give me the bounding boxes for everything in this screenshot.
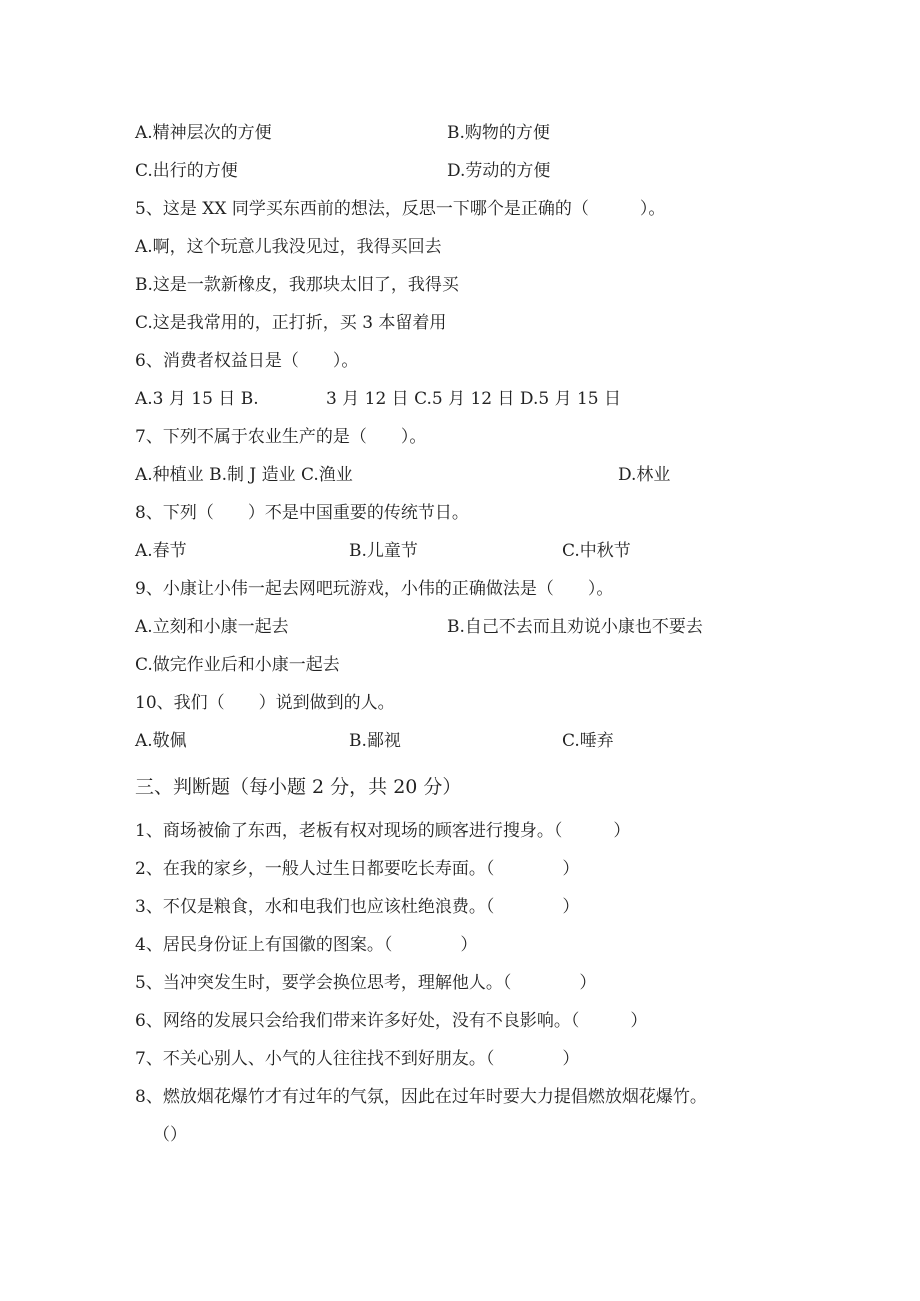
q4-option-c: C.出行的方便 — [135, 161, 238, 181]
judge-item-7: 7、不关心别人、小气的人往往找不到好朋友。（ ） — [135, 1049, 580, 1069]
judge-item-4: 4、居民身份证上有国徽的图案。（ ） — [135, 935, 478, 955]
q10-option-a: A.敬佩 — [135, 731, 187, 751]
q9-option-b: B.自己不去而且劝说小康也不要去 — [447, 617, 703, 637]
q7-options-abc: A.种植业 B.制 J 造业 C.渔业 — [135, 465, 353, 485]
q6-stem: 6、消费者权益日是（ ）。 — [135, 351, 359, 371]
q10-option-b: B.鄙视 — [349, 731, 401, 751]
q9-stem: 9、小康让小伟一起去网吧玩游戏，小伟的正确做法是（ ）。 — [135, 579, 614, 599]
q5-option-b: B.这是一款新橡皮，我那块太旧了，我得买 — [135, 275, 459, 295]
q8-option-a: A.春节 — [135, 541, 187, 561]
q7-option-d: D.林业 — [618, 465, 671, 485]
q5-option-a: A.啊，这个玩意儿我没见过，我得买回去 — [135, 237, 442, 257]
judge-item-1: 1、商场被偷了东西，老板有权对现场的顾客进行搜身。（ ） — [135, 821, 631, 841]
section-3-title: 三、判断题（每小题 2 分，共 20 分） — [135, 776, 462, 798]
judge-item-2: 2、在我的家乡，一般人过生日都要吃长寿面。（ ） — [135, 859, 580, 879]
q8-option-c: C.中秋节 — [562, 541, 631, 561]
q4-option-d: D.劳动的方便 — [447, 161, 551, 181]
q9-option-a: A.立刻和小康一起去 — [135, 617, 289, 637]
q10-stem: 10、我们（ ）说到做到的人。 — [135, 693, 395, 713]
q8-stem: 8、下列（ ）不是中国重要的传统节日。 — [135, 503, 469, 523]
q8-option-b: B.儿童节 — [349, 541, 418, 561]
q10-option-c: C.唾弃 — [562, 731, 614, 751]
q6-option-a: A.3 月 15 日 B. — [135, 389, 259, 409]
q6-options-rest: 3 月 12 日 C.5 月 12 日 D.5 月 15 日 — [326, 389, 622, 409]
judge-item-6: 6、网络的发展只会给我们带来许多好处，没有不良影响。（ ） — [135, 1011, 648, 1031]
q9-option-c: C.做完作业后和小康一起去 — [135, 655, 340, 675]
judge-item-3: 3、不仅是粮食，水和电我们也应该杜绝浪费。（ ） — [135, 897, 580, 917]
q7-stem: 7、下列不属于农业生产的是（ ）。 — [135, 427, 427, 447]
judge-item-8-blank: （） — [153, 1125, 187, 1145]
q5-option-c: C.这是我常用的，正打折，买 3 本留着用 — [135, 313, 447, 333]
judge-item-8: 8、燃放烟花爆竹才有过年的气氛，因此在过年时要大力提倡燃放烟花爆竹。 — [135, 1087, 707, 1107]
q4-option-a: A.精神层次的方便 — [135, 123, 272, 143]
q4-option-b: B.购物的方便 — [447, 123, 550, 143]
judge-item-5: 5、当冲突发生时，要学会换位思考，理解他人。（ ） — [135, 973, 597, 993]
q5-stem: 5、这是 XX 同学买东西前的想法，反思一下哪个是正确的（ ）。 — [135, 199, 666, 219]
